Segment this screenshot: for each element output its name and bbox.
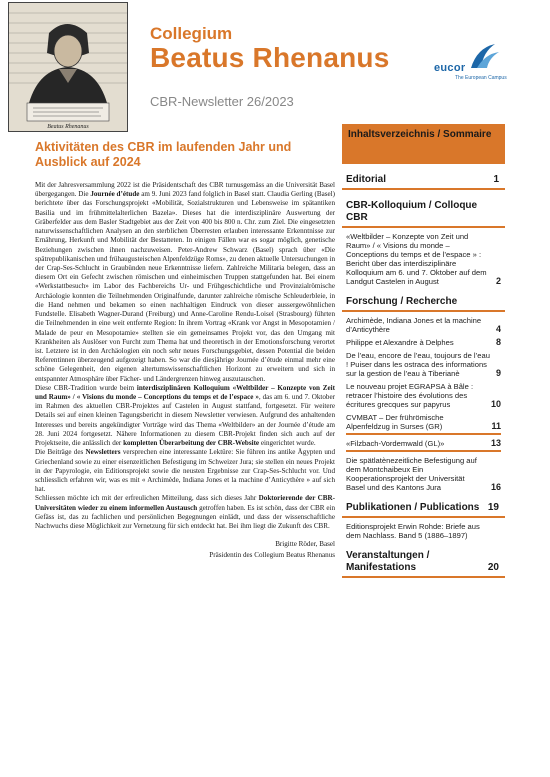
toc-section-title: Veranstaltungen / Manifestations (346, 550, 430, 573)
college-title-line2: Beatus Rhenanus (150, 42, 390, 73)
toc-page-number: 9 (495, 368, 501, 378)
eucor-tagline: The European Campus (455, 75, 507, 81)
toc-page-number: 10 (490, 399, 501, 409)
table-of-contents (342, 124, 505, 578)
toc-page-number: 19 (487, 502, 499, 513)
toc-page-number: 4 (495, 324, 501, 334)
toc-page-number: 2 (495, 276, 501, 286)
toc-header: Inhaltsverzeichnis / Sommaire (342, 124, 505, 164)
toc-page-number: 1 (493, 174, 499, 185)
toc-page-number: 13 (490, 438, 501, 448)
toc-section-title: Editorial (346, 174, 387, 185)
toc-page-number: 20 (487, 562, 499, 573)
toc-section-research (342, 296, 505, 492)
toc-entry-text: Philippe et Alexandre à Delphes (346, 338, 454, 347)
toc-entry-text: «Weltbilder – Konzepte von Zeit und Raum» / « Visions du monde – Conceptions du temps et de l’espace » : Bericht über das interdisziplinäre Kolloquium am 6. und 7. Oktober auf dem Landgut Castelen in August (346, 232, 487, 286)
toc-entry-text: Editionsprojekt Erwin Rohde: Briefe aus dem Nachlass. Band 5 (1886–1897) (346, 522, 480, 540)
toc-entry[interactable] (342, 312, 505, 334)
toc-entry[interactable] (342, 518, 505, 540)
college-title-line1: Collegium (150, 24, 233, 43)
paragraph-2: Diese CBR-Tradition wurde beim interdisziplinären Kolloquium «Weltbilder – Konzepte von Zeit und Raum» / « Visions du monde – Conceptions du temps et de l’espace », das am 6. und 7. Oktober im Rahmen des aktuellen CBR-Projektes auf Castelen in August stattfand, fortgesetzt. Für weitere Details sei auf einen kleinen Tagungsbericht in diesem Newsletter verwiesen. Aufgrund des anhaltenden Interesses und bereits angekündigter Vorträge wird das Thema «Weltbilder» an der Journée d’étude am 28. Juni 2024 fortgesetzt. Nähere Informationen zu diesem CBR-Projekt finden sich auch auf der Projektseite, die anlässlich der kompletten Überarbeitung der CBR-Website eingerichtet wurde. (35, 383, 335, 448)
toc-entry-text: De l’eau, encore de l’eau, toujours de l’eau ! Puiser dans les ostraca des informations sur la gestion de l’eau à Tiberianè (346, 351, 490, 378)
toc-section-publications (342, 502, 505, 540)
portrait-caption: Beatus Rhenanus (47, 124, 89, 130)
signature-role: Präsidentin des Collegium Beatus Rhenanus (209, 551, 335, 560)
main-article (35, 140, 335, 561)
toc-section-heading (342, 200, 505, 228)
toc-entry[interactable] (342, 409, 505, 431)
toc-entry-text: Archimède, Indiana Jones et la machine d’Anticythère (346, 316, 482, 334)
toc-entry-text: Le nouveau projet EGRAPSA à Bâle : retracer l’histoire des évolutions des écritures grecques sur papyrus (346, 382, 474, 409)
signature (35, 539, 335, 561)
toc-section-events (342, 550, 505, 578)
toc-page-number: 16 (490, 482, 501, 492)
toc-section-title: CBR-Kolloquium / Colloque CBR (346, 200, 478, 223)
toc-entry[interactable] (342, 452, 505, 492)
toc-page-number: 8 (495, 337, 501, 347)
toc-section-colloquium (342, 200, 505, 286)
toc-entry[interactable] (342, 435, 505, 448)
eucor-name: eucor (434, 62, 466, 74)
toc-section-title: Forschung / Recherche (346, 296, 458, 307)
toc-section-heading[interactable] (342, 550, 505, 578)
paragraph-4: Schliessen möchte ich mit der erfreulichen Mitteilung, dass sich dieses Jahr Doktorierende der CBR-Universitäten wieder zu einem informellen Austausch getroffen haben. Es ist schön, dass der CBR ein Gefäss ist, das zu fachlichen und persönlichen Begegnungen einlädt, und dass der wissenschaftliche Nachwuchs diese Möglichkeit zur Vernetzung für sich entdeckt hat. Bei ihm liegt die Zukunft des CBR. (35, 494, 336, 531)
toc-page-number: 11 (491, 421, 501, 431)
toc-entry[interactable] (342, 228, 505, 286)
toc-entry-text: «Filzbach-Vordemwald (GL)» (346, 439, 445, 448)
toc-entry[interactable] (342, 334, 505, 347)
toc-section-heading (342, 296, 505, 312)
toc-entry[interactable] (342, 378, 505, 409)
portrait-engraving (8, 2, 128, 132)
paragraph-1: Mit der Jahresversammlung 2022 ist die Präsidentschaft des CBR turnusgemäss an die Universität Basel übergegangen. Die Journée d’étude am 9. Juni 2023 fand folglich in Basel statt. Claudia Gerling (Basel) berichtete über das Forschungsprojekt «Mobilität, Sozialstrukturen und Lebensweise im spätantiken Basilia und im frühmittelalterlichen Bazela». Dieses hat die interdisziplinäre Auswertung der Gräberfelder aus dem Basler Stadtgebiet aus der Zeit von 400 bis 800 n. Chr. zum Ziel. Die eingesetzten naturwissenschaftlichen Analysen an den sterblichen Überresten erlauben interessante Erkenntnisse zur Ernährung, Herkunft und Mobilität der Bestatteten. In einigen Fällen war es sogar möglich, genetische Beziehungen zwischen ihnen nachzuweisen. Peter-Andrew Schwarz (Basel) sprach über «Die spätrepublikanischen und frühaugusteischen Alpenfeldzüge Roms», zu denen aktuelle Untersuchungen in der Crap-Ses-Schlucht in Graubünden neue Erkenntnisse liefern. Zahlreiche Militaria belegen, dass an diesem Ort ein Gefecht zwischen römischen und einheimischen Truppen stattgefunden hat. Bei einem «Werkstattbesuch» im Labor des Fachbereichs Ur- und Frühgeschichtliche und Provinzialrömische Archäologie konnten die Teilnehmenden Originalfunde, darunter zahlreiche römische Schleuderbleie, in die Hand nehmen und bekamen so einen nachhaltigen Eindruck von dieser aussergewöhnlichen Fundstelle. Elisabeth Wagner-Durand (Freiburg) und Anne-Caroline Rendu-Loisel (Strasbourg) führten die Teilnehmenden in eine weit entfernte Region: In ihrem Vortrag «Krank vor Angst in Mesopotamien / Malade de peur en Mesopotamie» stellten sie ein gemeinsames Projekt vor, das den Umgang mit Krankheiten als Auslöser von Furcht zum Thema hat und theoretisch in der Emotionsforschung verortet ist. Letztere ist in den Archäologien ein noch sehr neues Forschungsgebiet, dessen Potential die beiden Referentinnen überzeugend aufgezeigt haben. So war die diesjährige Journée d’étude einmal mehr eine schöne Gelegenheit, den eigenen altertumswissenschaftlichen Horizont zu erweitern und sich in entspannter Atmosphäre über Fächer- und Ländergrenzen hinweg auszutauschen. (35, 181, 335, 383)
article-title: Aktivitäten des CBR im laufenden Jahr und Ausblick auf 2024 (35, 140, 292, 169)
toc-section-title: Publikationen / Publications (346, 502, 480, 513)
toc-entry[interactable] (342, 347, 505, 378)
toc-section-heading[interactable] (342, 502, 505, 518)
toc-entry-text: Die spätlatènezeitliche Befestigung auf dem Montchaibeux Ein Kooperationsprojekt der Universität Basel und des Kantons Jura (346, 456, 477, 492)
toc-entry-text: CVMBAT – Der frührömische Alpenfeldzug in Surses (GR) (346, 413, 444, 431)
paragraph-3: Die Beiträge des Newsletters versprechen eine interessante Lektüre: Sie führen ins antike Ägypten und Griechenland sowie zu einer eisenzeitlichen Befestigung im Schweizer Jura; sie stellen ein neues Projekt in der Papyrologie, ein Editionsprojekt sowie die neusten Ergebnisse zur Crap-Ses-Schlucht vor. Und schliesslich erfahren wir, was es mit « Archimède, Indiana Jones et la machine d’Anticythère » auf sich hat. (35, 448, 335, 494)
toc-link-editorial[interactable] (342, 174, 505, 190)
newsletter-issue: CBR-Newsletter 26/2023 (150, 94, 294, 109)
toc-section-editorial (342, 174, 505, 190)
signature-name: Brigitte Röder, Basel (275, 540, 335, 549)
